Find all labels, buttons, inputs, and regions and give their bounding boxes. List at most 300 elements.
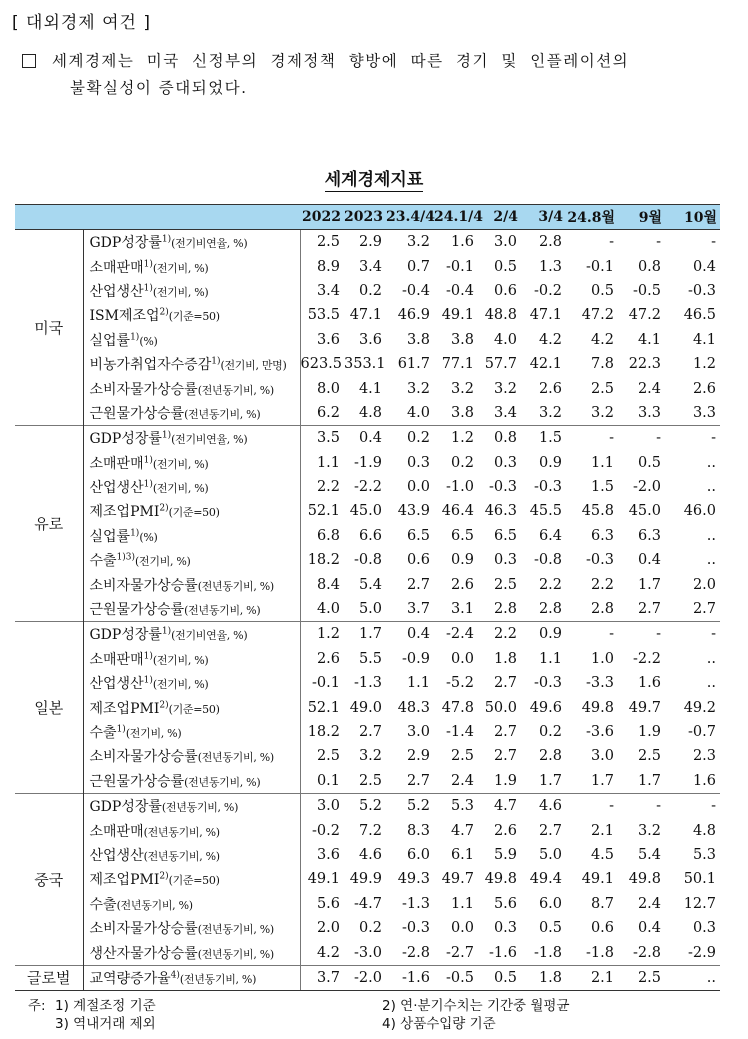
table-cell: 2.8 [521, 230, 566, 255]
indicator-unit: (전기비, %) [135, 555, 191, 569]
footnote-4: 4) 상품수입량 기준 [382, 1016, 496, 1032]
footnote-marker: 1) [143, 479, 153, 490]
table-body [15, 230, 720, 991]
table-cell: 2.5 [450, 748, 474, 765]
table-cell: 2.2 [590, 576, 614, 593]
table-cell: 45.8 [581, 503, 614, 520]
table-cell: 4.2 [300, 940, 344, 965]
table-cell: - [665, 426, 720, 451]
table-cell: 2.5 [300, 744, 344, 768]
footnote-marker: 1) [130, 332, 140, 343]
table-row [15, 916, 720, 940]
footnote-marker: 2) [159, 503, 169, 514]
table-cell: 1.1 [590, 454, 614, 471]
table-cell: - [665, 793, 720, 818]
table-cell: -1.3 [402, 895, 430, 912]
indicator-name [83, 940, 300, 965]
table-cell: 49.9 [349, 871, 382, 888]
table-row [15, 426, 720, 451]
table-cell: 2.7 [493, 748, 517, 765]
table-cell: 3.4 [493, 404, 517, 421]
table-cell: 6.1 [450, 846, 474, 863]
table-cell: 49.1 [300, 867, 344, 891]
table-cell: 2.2 [538, 576, 562, 593]
indicator-label: 제조업PMI [89, 872, 160, 889]
table-cell: -2.0 [344, 965, 386, 990]
indicator-name [83, 793, 300, 818]
indicator-unit: (기준=50) [168, 702, 220, 716]
table-cell: 52.1 [300, 499, 344, 523]
table-cell: 5.3 [434, 793, 478, 818]
table-cell: 4.1 [358, 380, 382, 397]
footnote-marker: 1) [161, 626, 172, 637]
table-cell: 0.9 [538, 454, 562, 471]
indicator-name [83, 916, 300, 940]
table-cell: 8.3 [406, 822, 430, 839]
table-cell: -2.8 [633, 944, 661, 961]
region-label: 유로 [15, 426, 83, 622]
table-cell: 3.5 [300, 426, 344, 451]
table-cell: 4.8 [358, 404, 382, 421]
table-row [15, 328, 720, 352]
table-cell: 1.6 [692, 772, 716, 789]
table-cell: 49.8 [628, 871, 661, 888]
table-cell: 2.5 [590, 380, 614, 397]
table-cell: 3.4 [300, 279, 344, 303]
table-cell: 1.5 [521, 426, 566, 451]
table-cell: -3.0 [354, 944, 382, 961]
table-cell: 77.1 [441, 356, 474, 373]
indicator-name [83, 720, 300, 744]
table-cell: 49.8 [581, 699, 614, 716]
table-cell: -0.5 [434, 965, 478, 990]
table-cell: 2.4 [450, 772, 474, 789]
checkbox-bullet-icon [22, 54, 36, 68]
table-cell: 1.3 [538, 258, 562, 275]
table-cell: 1.6 [434, 230, 478, 255]
table-row [15, 622, 720, 647]
table-cell: 8.0 [300, 376, 344, 400]
table-cell: 47.2 [581, 307, 614, 324]
table-cell: 2.7 [538, 822, 562, 839]
table-header-row [15, 205, 720, 230]
table-cell: 2.8 [590, 601, 614, 618]
table-cell: 22.3 [628, 356, 661, 373]
table-cell: 47.1 [529, 307, 562, 324]
table-cell: 1.7 [637, 772, 661, 789]
table-cell: -1.4 [446, 724, 474, 740]
footnote-marker: 1) [161, 430, 172, 441]
table-cell: 3.0 [300, 793, 344, 818]
table-cell: -0.1 [586, 258, 614, 275]
table-cell: 3.6 [300, 328, 344, 352]
table-row [15, 352, 720, 376]
table-cell: 1.1 [300, 451, 344, 475]
table-cell: 3.1 [450, 601, 474, 618]
table-cell: 0.3 [692, 920, 716, 937]
table-cell: 49.6 [529, 699, 562, 716]
table-cell: 1.9 [493, 772, 517, 789]
indicator-unit: (기준=50) [168, 506, 220, 520]
table-cell: 0.3 [493, 920, 517, 937]
table-cell: 2.6 [692, 380, 716, 397]
table-cell: -1.8 [586, 944, 614, 961]
indicator-unit: (전년동기비, %) [184, 775, 261, 789]
table-cell: 49.8 [484, 871, 517, 888]
region-label: 일본 [15, 622, 83, 794]
table-cell: 0.5 [478, 965, 521, 990]
indicator-name [83, 843, 300, 867]
table-cell: 2.7 [406, 576, 430, 593]
indicator-label: 수출 [89, 896, 117, 913]
table-cell: 1.2 [434, 426, 478, 451]
table-cell: 2.8 [538, 601, 562, 618]
table-row [15, 451, 720, 475]
indicator-unit: (전기비, 만명) [220, 359, 287, 373]
table-cell: - [566, 426, 618, 451]
table-cell: -1.0 [446, 479, 474, 496]
footnote-marker: 2) [159, 307, 169, 318]
indicator-label: 근원물가상승률 [89, 405, 185, 422]
table-cell: -0.8 [534, 552, 562, 569]
table-cell: 50.1 [683, 871, 716, 888]
indicator-unit: (기준=50) [168, 310, 220, 324]
table-cell: 8.4 [300, 572, 344, 596]
table-cell: 4.0 [406, 404, 430, 421]
indicator-unit: (전년동기비, %) [116, 898, 193, 912]
table-cell: 0.0 [406, 479, 430, 496]
footnote-marker: 1) [130, 528, 140, 539]
table-cell: 2.9 [406, 748, 430, 765]
table-cell: 0.4 [344, 426, 386, 451]
table-cell: 1.7 [538, 772, 562, 789]
indicator-label: 비농가취업자수증감 [89, 357, 212, 374]
table-cell: 61.7 [397, 356, 430, 373]
table-row [15, 892, 720, 916]
table-cell: 5.3 [692, 846, 716, 863]
table-cell: - [618, 622, 665, 647]
table-cell: -1.3 [354, 675, 382, 692]
table-cell: .. [706, 454, 716, 471]
table-cell: 6.3 [637, 527, 661, 544]
indicator-name [83, 376, 300, 400]
table-cell: 3.3 [637, 404, 661, 421]
table-cell: 0.0 [450, 920, 474, 937]
table-cell: 3.0 [406, 724, 430, 740]
footnote-marker: 1) [143, 675, 153, 686]
table-row [15, 647, 720, 671]
indicator-label: 제조업PMI [89, 700, 160, 717]
table-cell: 2.5 [493, 576, 517, 593]
table-row [15, 744, 720, 768]
table-cell: -0.8 [354, 552, 382, 569]
table-cell: 1.2 [692, 356, 716, 373]
table-cell: 7.2 [358, 822, 382, 839]
table-cell: 1.8 [521, 965, 566, 990]
table-cell: 353.1 [344, 356, 386, 373]
table-row [15, 303, 720, 327]
footnote-3: 3) 역내거래 제외 [55, 1016, 156, 1032]
table-cell: - [665, 230, 720, 255]
table-row [15, 720, 720, 744]
table-cell: 2.4 [637, 895, 661, 912]
table-cell: 7.8 [590, 356, 614, 373]
footnote-prefix: 주: [28, 998, 46, 1014]
column-header: 2022 [300, 205, 344, 230]
indicator-label: 소비자물가상승률 [89, 921, 198, 938]
table-cell: .. [706, 479, 716, 496]
table-cell: 1.9 [637, 724, 661, 740]
column-header: 23.4/4 [386, 205, 434, 230]
table-cell: -0.1 [300, 671, 344, 695]
indicator-unit: (전기비, %) [152, 653, 209, 667]
table-cell: - [566, 230, 618, 255]
section-title: [ 대외경제 여건 ] [12, 13, 152, 33]
table-cell: 2.3 [692, 748, 716, 765]
indicator-name [83, 279, 300, 303]
indicator-label: ISM제조업 [89, 308, 160, 325]
table-cell: .. [665, 965, 720, 990]
table-cell: 1.2 [300, 622, 344, 647]
table-cell: 0.1 [300, 769, 344, 794]
table-cell: - [618, 793, 665, 818]
table-cell: 47.1 [349, 307, 382, 324]
table-cell: - [566, 622, 618, 647]
table-cell: 0.2 [358, 282, 382, 299]
table-cell: 0.4 [637, 552, 661, 569]
table-cell: 46.3 [484, 503, 517, 520]
table-cell: 1.1 [450, 895, 474, 912]
region-label: 미국 [15, 230, 83, 426]
table-cell: -4.7 [354, 895, 382, 912]
footnote-marker: 1) [116, 724, 126, 735]
summary-line-1: 세계경제는 미국 신정부의 경제정책 향방에 따른 경기 및 인플레이션의 [52, 52, 630, 70]
table-cell: -0.2 [534, 282, 562, 299]
table-cell: 2.7 [637, 601, 661, 618]
table-cell: .. [706, 552, 716, 569]
indicator-name [83, 622, 300, 647]
table-cell: -2.9 [688, 944, 716, 961]
table-cell: 0.3 [493, 454, 517, 471]
table-cell: 0.8 [637, 258, 661, 275]
table-cell: -0.5 [633, 282, 661, 299]
table-cell: 4.5 [590, 846, 614, 863]
table-cell: -0.3 [534, 675, 562, 692]
indicator-unit: (전기비연율, %) [171, 629, 248, 643]
table-cell: -0.3 [534, 479, 562, 496]
footnote-marker: 1) [161, 234, 172, 245]
table-cell: 3.3 [692, 404, 716, 421]
indicator-unit: (%) [139, 530, 158, 544]
column-header: 10월 [665, 205, 720, 230]
table-cell: 18.2 [300, 720, 344, 744]
table-cell: 0.6 [590, 920, 614, 937]
table-cell: 5.0 [358, 601, 382, 618]
table-cell: 2.8 [538, 748, 562, 765]
indicator-label: GDP성장률 [89, 627, 162, 644]
indicator-unit: (%) [139, 334, 158, 348]
table-cell: 4.6 [358, 846, 382, 863]
column-header: 24.8월 [566, 205, 618, 230]
table-cell: 1.6 [637, 675, 661, 692]
header-blank [15, 205, 83, 230]
table-row [15, 401, 720, 426]
table-cell: 2.7 [692, 601, 716, 618]
indicator-unit: (전년동기비, %) [197, 751, 274, 765]
table-row [15, 475, 720, 499]
table-cell: 4.7 [478, 793, 521, 818]
table-cell: 47.8 [441, 699, 474, 716]
table-cell: .. [706, 650, 716, 667]
indicator-unit: (전년동기비, %) [161, 801, 239, 815]
indicator-label: 수출 [89, 725, 117, 741]
table-cell: .. [706, 675, 716, 692]
indicator-unit: (전기비, %) [152, 457, 209, 471]
table-cell: 1.5 [590, 479, 614, 496]
indicator-name [83, 352, 300, 376]
indicator-label: 실업률 [89, 332, 131, 349]
table-cell: 5.6 [300, 892, 344, 916]
table-row [15, 524, 720, 548]
table-cell: - [665, 622, 720, 647]
table-cell: -0.3 [402, 920, 430, 937]
indicator-unit: (전기비, %) [152, 678, 209, 692]
table-cell: 3.2 [450, 380, 474, 397]
table-cell: 2.6 [538, 380, 562, 397]
indicator-unit: (전기비, %) [152, 285, 209, 299]
footnote-marker: 1)3) [116, 552, 136, 563]
table-cell: .. [706, 527, 716, 544]
table-cell: 5.5 [358, 650, 382, 667]
footnote-marker: 2) [159, 871, 169, 882]
table-cell: 5.6 [493, 895, 517, 912]
indicator-label: GDP성장률 [89, 235, 162, 252]
table-cell: 47.2 [628, 307, 661, 324]
table-cell: -2.2 [633, 650, 661, 667]
table-cell: 2.0 [692, 576, 716, 593]
indicator-unit: (전년동기비, %) [143, 849, 220, 863]
table-cell: 3.0 [590, 748, 614, 765]
table-cell: 6.8 [300, 524, 344, 548]
table-cell: 4.0 [493, 331, 517, 348]
table-row [15, 965, 720, 990]
indicator-name [83, 524, 300, 548]
column-header: 24.1/4 [434, 205, 478, 230]
indicator-unit: (전년동기비, %) [184, 407, 261, 421]
table-cell: 0.5 [590, 282, 614, 299]
indicator-unit: (전년동기비, %) [197, 579, 274, 593]
table-row [15, 793, 720, 818]
indicator-label: 소비자물가상승률 [89, 381, 198, 398]
indicator-name [83, 230, 300, 255]
table-cell: 18.2 [300, 548, 344, 572]
table-cell: 8.7 [590, 895, 614, 912]
indicator-label: GDP성장률 [89, 431, 162, 448]
footnote-marker: 1) [143, 258, 153, 269]
table-cell: -2.0 [633, 479, 661, 496]
indicator-label: 소비자물가상승률 [89, 749, 198, 766]
table-cell: - [566, 793, 618, 818]
table-cell: -1.6 [489, 944, 517, 961]
table-cell: - [618, 230, 665, 255]
indicator-name [83, 254, 300, 278]
table-row [15, 572, 720, 596]
table-cell: 1.7 [344, 622, 386, 647]
table-cell: 46.5 [683, 307, 716, 324]
indicator-name [83, 475, 300, 499]
table-cell: 50.0 [484, 699, 517, 716]
table-row [15, 279, 720, 303]
table-cell: 4.0 [300, 597, 344, 622]
table-cell: 2.7 [493, 724, 517, 740]
indicator-name [83, 695, 300, 719]
table-row [15, 499, 720, 523]
table-cell: 12.7 [683, 895, 716, 912]
table-cell: 3.2 [637, 822, 661, 839]
table-cell: 2.7 [358, 724, 382, 740]
indicator-unit: (전기비연율, %) [171, 433, 248, 447]
footnote-marker: 1) [143, 651, 153, 662]
table-cell: 46.0 [683, 503, 716, 520]
table-cell: 49.1 [441, 307, 474, 324]
table-cell: 0.9 [450, 552, 474, 569]
indicator-name [83, 671, 300, 695]
indicator-label: GDP성장률 [89, 799, 162, 816]
table-row [15, 818, 720, 842]
table-cell: -2.4 [434, 622, 478, 647]
table-cell: 3.2 [590, 404, 614, 421]
column-header: 2023 [344, 205, 386, 230]
indicator-unit: (전년동기비, %) [179, 972, 257, 986]
table-cell: 45.0 [349, 503, 382, 520]
indicator-label: 생산자물가상승률 [89, 945, 198, 962]
table-cell: 0.6 [406, 552, 430, 569]
indicator-name [83, 572, 300, 596]
table-cell: 5.2 [386, 793, 434, 818]
table-cell: 2.8 [493, 601, 517, 618]
table-cell: 49.2 [683, 699, 716, 716]
table-row [15, 867, 720, 891]
table-cell: 5.4 [637, 846, 661, 863]
indicator-label: 산업생산 [89, 480, 144, 497]
table-cell: 1.7 [590, 772, 614, 789]
column-header: 2/4 [478, 205, 521, 230]
table-cell: 4.8 [692, 822, 716, 839]
table-cell: -1.8 [534, 944, 562, 961]
indicator-label: 수출 [89, 553, 117, 570]
table-cell: -0.3 [586, 552, 614, 569]
table-cell: -1.9 [354, 454, 382, 471]
region-label: 중국 [15, 793, 83, 965]
indicator-name [83, 818, 300, 842]
table-cell: 6.4 [538, 527, 562, 544]
table-cell: 3.8 [450, 404, 474, 421]
table-cell: 1.1 [406, 675, 430, 692]
table-cell: 4.2 [538, 331, 562, 348]
indicator-label: 산업생산 [89, 676, 144, 693]
table-cell: -0.9 [402, 650, 430, 667]
table-cell: 2.2 [300, 475, 344, 499]
column-header: 3/4 [521, 205, 566, 230]
table-row [15, 597, 720, 622]
table-title: 세계경제지표 [324, 170, 424, 190]
table-cell: 0.4 [692, 258, 716, 275]
indicator-unit: (전기비, %) [125, 727, 182, 740]
table-cell: 53.5 [300, 303, 344, 327]
indicator-name [83, 647, 300, 671]
table-cell: 3.2 [386, 230, 434, 255]
table-cell: 8.9 [300, 254, 344, 278]
